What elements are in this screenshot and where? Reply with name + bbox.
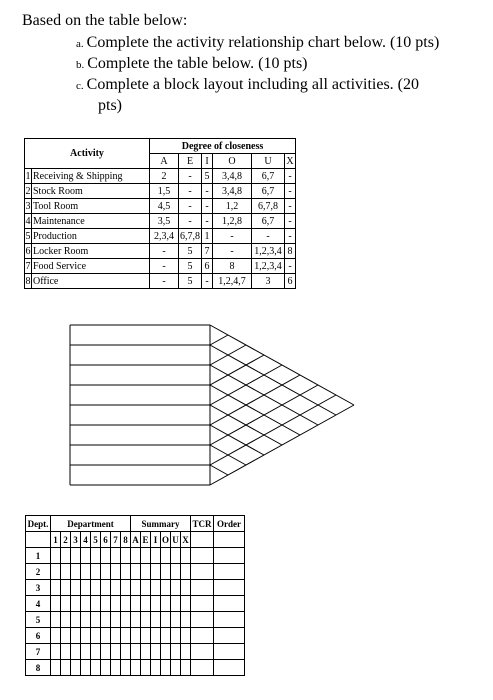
code-i: I [202, 154, 213, 169]
summary-cell[interactable] [61, 580, 71, 596]
activity-number: 2 [25, 185, 31, 197]
summary-cell[interactable] [111, 612, 121, 628]
closeness-x: - [285, 199, 296, 214]
summary-cell[interactable] [71, 612, 81, 628]
summary-cell[interactable] [214, 596, 245, 612]
summary-cell[interactable] [131, 628, 141, 644]
code-x: X [286, 155, 294, 167]
summary-header-row [26, 516, 245, 532]
summary-cell[interactable] [214, 660, 245, 676]
closeness-x: - [285, 214, 296, 229]
summary-cell[interactable] [51, 612, 61, 628]
summary-subheader: I [151, 532, 161, 548]
closeness-u: 3 [252, 274, 285, 289]
closeness-e: 5 [179, 274, 202, 289]
summary-cell[interactable] [131, 596, 141, 612]
summary-cell[interactable] [61, 628, 71, 644]
summary-cell[interactable] [191, 564, 214, 580]
summary-subheader: 8 [121, 532, 131, 548]
summary-cell[interactable] [141, 564, 151, 580]
chart-diagonal [210, 395, 336, 465]
summary-cell[interactable] [151, 644, 161, 660]
summary-cell[interactable] [161, 612, 171, 628]
closeness-e: - [179, 199, 202, 214]
closeness-a: 2,3,4 [150, 229, 179, 244]
summary-cell[interactable] [151, 612, 161, 628]
summary-row [26, 660, 245, 676]
closeness-i: 6 [202, 259, 213, 274]
summary-cell[interactable] [191, 580, 214, 596]
closeness-x: - [285, 259, 296, 274]
dept-number: 1 [26, 548, 51, 564]
closeness-o: 1,2 [213, 199, 252, 214]
closeness-a: 3,5 [150, 214, 179, 229]
closeness-i: 1 [202, 229, 213, 244]
summary-cell[interactable] [91, 596, 101, 612]
closeness-a: 1,5 [150, 184, 179, 199]
closeness-e: 5 [179, 244, 202, 259]
order-header: Order [214, 516, 245, 532]
closeness-o: 8 [213, 259, 252, 274]
closeness-o: 3,4,8 [213, 169, 252, 184]
dept-number: 2 [26, 564, 51, 580]
activity-name: Food Service [32, 259, 150, 274]
closeness-x: 8 [285, 244, 296, 259]
code-o: O [213, 154, 252, 169]
dept-number: 7 [26, 644, 51, 660]
summary-cell[interactable] [141, 660, 151, 676]
summary-cell[interactable] [101, 564, 111, 580]
summary-cell[interactable] [161, 596, 171, 612]
summary-subheader: 5 [91, 532, 101, 548]
summary-cell[interactable] [161, 660, 171, 676]
activity-name: Stock Room [32, 184, 150, 199]
closeness-u: 6,7 [252, 214, 285, 229]
activity-number: 3 [25, 200, 31, 212]
summary-cell[interactable] [151, 596, 161, 612]
activity-name: Maintenance [32, 214, 150, 229]
closeness-o: 3,4,8 [213, 184, 252, 199]
summary-cell[interactable] [51, 660, 61, 676]
summary-cell[interactable] [121, 660, 131, 676]
summary-cell[interactable] [121, 644, 131, 660]
summary-cell[interactable] [161, 580, 171, 596]
summary-cell[interactable] [101, 612, 111, 628]
question-letter: a. [76, 38, 84, 50]
question-text: Complete the table below. (10 pts) [87, 55, 308, 72]
summary-cell[interactable] [181, 644, 191, 660]
summary-cell[interactable] [71, 628, 81, 644]
summary-cell[interactable] [171, 548, 181, 564]
summary-cell[interactable] [151, 564, 161, 580]
summary-cell[interactable] [51, 644, 61, 660]
summary-cell[interactable] [91, 644, 101, 660]
summary-cell[interactable] [71, 644, 81, 660]
summary-cell[interactable] [171, 596, 181, 612]
activity-number: 7 [25, 260, 31, 272]
summary-cell[interactable] [181, 660, 191, 676]
summary-cell[interactable] [111, 660, 121, 676]
dept-number: 5 [26, 612, 51, 628]
summary-cell[interactable] [101, 660, 111, 676]
summary-cell[interactable] [91, 580, 101, 596]
summary-cell[interactable] [161, 628, 171, 644]
summary-cell[interactable] [101, 628, 111, 644]
closeness-e: - [179, 169, 202, 184]
blank-cell [26, 532, 51, 548]
summary-row [26, 564, 245, 580]
summary-cell[interactable] [131, 564, 141, 580]
summary-subheader: 6 [101, 532, 111, 548]
summary-cell[interactable] [71, 564, 81, 580]
code-a: A [150, 154, 179, 169]
summary-cell[interactable] [61, 660, 71, 676]
dept-number: 4 [26, 596, 51, 612]
summary-cell[interactable] [91, 628, 101, 644]
activity-number: 5 [25, 230, 31, 242]
summary-cell[interactable] [111, 628, 121, 644]
summary-cell[interactable] [181, 548, 191, 564]
blank-cell [191, 532, 214, 548]
summary-cell[interactable] [71, 580, 81, 596]
code-e: E [179, 154, 202, 169]
closeness-a: - [150, 259, 179, 274]
summary-cell[interactable] [71, 660, 81, 676]
summary-table [25, 515, 245, 676]
closeness-e: 6,7,8 [180, 230, 200, 242]
tcr-header: TCR [191, 516, 214, 532]
summary-cell[interactable] [61, 612, 71, 628]
closeness-i: 7 [202, 244, 213, 259]
closeness-x: - [285, 184, 296, 199]
closeness-u: 6,7 [252, 184, 285, 199]
summary-cell[interactable] [91, 548, 101, 564]
summary-cell[interactable] [131, 548, 141, 564]
closeness-e: 5 [179, 259, 202, 274]
summary-subheader: X [181, 532, 191, 548]
summary-cell[interactable] [61, 644, 71, 660]
closeness-u: 6,7,8 [252, 199, 285, 214]
summary-cell[interactable] [141, 548, 151, 564]
summary-cell[interactable] [51, 564, 61, 580]
activity-name: Locker Room [32, 244, 150, 259]
summary-cell[interactable] [191, 548, 214, 564]
closeness-e: - [179, 184, 202, 199]
summary-cell[interactable] [101, 548, 111, 564]
closeness-u: 1,2,3,4 [252, 259, 285, 274]
summary-cell[interactable] [61, 564, 71, 580]
summary-cell[interactable] [121, 564, 131, 580]
summary-cell[interactable] [214, 564, 245, 580]
summary-cell[interactable] [171, 612, 181, 628]
summary-cell[interactable] [171, 660, 181, 676]
summary-row [26, 628, 245, 644]
activity-number: 6 [25, 245, 31, 257]
summary-cell[interactable] [161, 564, 171, 580]
summary-cell[interactable] [171, 564, 181, 580]
summary-cell[interactable] [214, 612, 245, 628]
summary-cell[interactable] [151, 548, 161, 564]
summary-cell[interactable] [101, 596, 111, 612]
summary-cell[interactable] [141, 628, 151, 644]
summary-cell[interactable] [181, 596, 191, 612]
summary-cell[interactable] [191, 660, 214, 676]
question-text: pts) [98, 97, 122, 114]
summary-cell[interactable] [214, 580, 245, 596]
dept-header: Dept. [26, 516, 51, 532]
activity-header: Activity [25, 139, 150, 169]
summary-cell[interactable] [214, 548, 245, 564]
blank-cell [214, 532, 245, 548]
summary-cell[interactable] [121, 628, 131, 644]
summary-cell[interactable] [91, 660, 101, 676]
summary-cell[interactable] [61, 548, 71, 564]
summary-subheader: 1 [51, 532, 61, 548]
summary-cell[interactable] [51, 548, 61, 564]
question-letter: b. [76, 59, 85, 71]
activity-number: 1 [25, 170, 31, 182]
summary-subheader: E [141, 532, 151, 548]
summary-cell[interactable] [171, 580, 181, 596]
summary-cell[interactable] [111, 548, 121, 564]
activity-name: Office [32, 274, 150, 289]
summary-header: Summary [131, 516, 191, 532]
summary-subheader-row [26, 532, 245, 548]
closeness-e: - [179, 214, 202, 229]
summary-cell[interactable] [141, 612, 151, 628]
closeness-i: - [202, 184, 213, 199]
summary-cell[interactable] [141, 596, 151, 612]
summary-cell[interactable] [51, 580, 61, 596]
summary-subheader: 3 [71, 532, 81, 548]
summary-cell[interactable] [131, 580, 141, 596]
chart-diagonal [210, 335, 228, 345]
closeness-o: 1,2,8 [213, 214, 252, 229]
activity-name: Tool Room [32, 199, 150, 214]
summary-cell[interactable] [81, 628, 91, 644]
summary-cell[interactable] [141, 644, 151, 660]
question-letter: c. [76, 80, 84, 92]
activity-name: Receiving & Shipping [32, 169, 150, 184]
summary-cell[interactable] [81, 564, 91, 580]
question-text: Complete the activity relationship chart below. (10 pts) [86, 34, 440, 51]
summary-cell[interactable] [121, 596, 131, 612]
summary-subheader: O [161, 532, 171, 548]
summary-cell[interactable] [181, 564, 191, 580]
closeness-i: - [202, 214, 213, 229]
summary-cell[interactable] [121, 580, 131, 596]
summary-cell[interactable] [111, 596, 121, 612]
chart-diagonal [210, 375, 300, 425]
closeness-x: - [285, 229, 296, 244]
closeness-u: - [252, 229, 285, 244]
summary-cell[interactable] [71, 596, 81, 612]
question-text: Complete a block layout including all activities. (20 [86, 76, 420, 93]
closeness-o: - [213, 244, 252, 259]
summary-cell[interactable] [191, 612, 214, 628]
summary-cell[interactable] [81, 612, 91, 628]
summary-cell[interactable] [51, 628, 61, 644]
activity-name: Production [32, 229, 150, 244]
chart-diagonal [210, 385, 300, 435]
summary-row [26, 612, 245, 628]
summary-cell[interactable] [81, 596, 91, 612]
chart-diagonal [210, 345, 336, 415]
closeness-u: 6,7 [252, 169, 285, 184]
department-header: Department [51, 516, 131, 532]
dept-number: 6 [26, 628, 51, 644]
summary-cell[interactable] [101, 580, 111, 596]
summary-subheader: 2 [61, 532, 71, 548]
summary-subheader: U [171, 532, 181, 548]
summary-cell[interactable] [111, 580, 121, 596]
closeness-a: - [150, 274, 179, 289]
summary-cell[interactable] [101, 644, 111, 660]
closeness-i: 5 [202, 169, 213, 184]
summary-cell[interactable] [91, 564, 101, 580]
summary-cell[interactable] [171, 628, 181, 644]
closeness-o: 1,2,4,7 [213, 274, 252, 289]
closeness-x: 6 [285, 274, 296, 289]
summary-cell[interactable] [121, 548, 131, 564]
summary-cell[interactable] [191, 628, 214, 644]
summary-cell[interactable] [71, 548, 81, 564]
dept-number: 3 [26, 580, 51, 596]
closeness-i: - [202, 199, 213, 214]
closeness-o: - [213, 229, 252, 244]
dept-number: 8 [26, 660, 51, 676]
summary-row [26, 596, 245, 612]
summary-cell[interactable] [111, 564, 121, 580]
summary-cell[interactable] [214, 644, 245, 660]
summary-cell[interactable] [181, 580, 191, 596]
summary-cell[interactable] [131, 644, 141, 660]
summary-subheader: A [131, 532, 141, 548]
activity-number: 4 [25, 215, 31, 227]
summary-cell[interactable] [141, 580, 151, 596]
intro-text: Based on the table below: [22, 12, 188, 29]
summary-cell[interactable] [191, 644, 214, 660]
closeness-header: Degree of closeness [150, 139, 296, 154]
chart-diagonal [210, 465, 228, 475]
summary-row [26, 644, 245, 660]
summary-cell[interactable] [91, 612, 101, 628]
summary-cell[interactable] [81, 644, 91, 660]
summary-cell[interactable] [171, 644, 181, 660]
summary-cell[interactable] [181, 628, 191, 644]
summary-cell[interactable] [81, 580, 91, 596]
closeness-i: - [202, 274, 213, 289]
summary-row [26, 580, 245, 596]
summary-cell[interactable] [161, 644, 171, 660]
summary-cell[interactable] [151, 580, 161, 596]
summary-cell[interactable] [151, 628, 161, 644]
summary-row [26, 548, 245, 564]
summary-subheader: 4 [81, 532, 91, 548]
summary-cell[interactable] [81, 660, 91, 676]
summary-cell[interactable] [181, 612, 191, 628]
summary-cell[interactable] [61, 596, 71, 612]
summary-cell[interactable] [131, 612, 141, 628]
summary-cell[interactable] [191, 596, 214, 612]
summary-cell[interactable] [131, 660, 141, 676]
closeness-a: 4,5 [150, 199, 179, 214]
summary-cell[interactable] [111, 644, 121, 660]
summary-cell[interactable] [214, 628, 245, 644]
code-u: U [252, 154, 285, 169]
closeness-u: 1,2,3,4 [252, 244, 285, 259]
summary-cell[interactable] [51, 596, 61, 612]
summary-subheader: 7 [111, 532, 121, 548]
summary-cell[interactable] [81, 548, 91, 564]
closeness-x: - [285, 169, 296, 184]
summary-cell[interactable] [161, 548, 171, 564]
summary-cell[interactable] [121, 612, 131, 628]
closeness-a: - [150, 244, 179, 259]
activity-number: 8 [25, 275, 31, 287]
closeness-a: 2 [150, 169, 179, 184]
summary-cell[interactable] [151, 660, 161, 676]
